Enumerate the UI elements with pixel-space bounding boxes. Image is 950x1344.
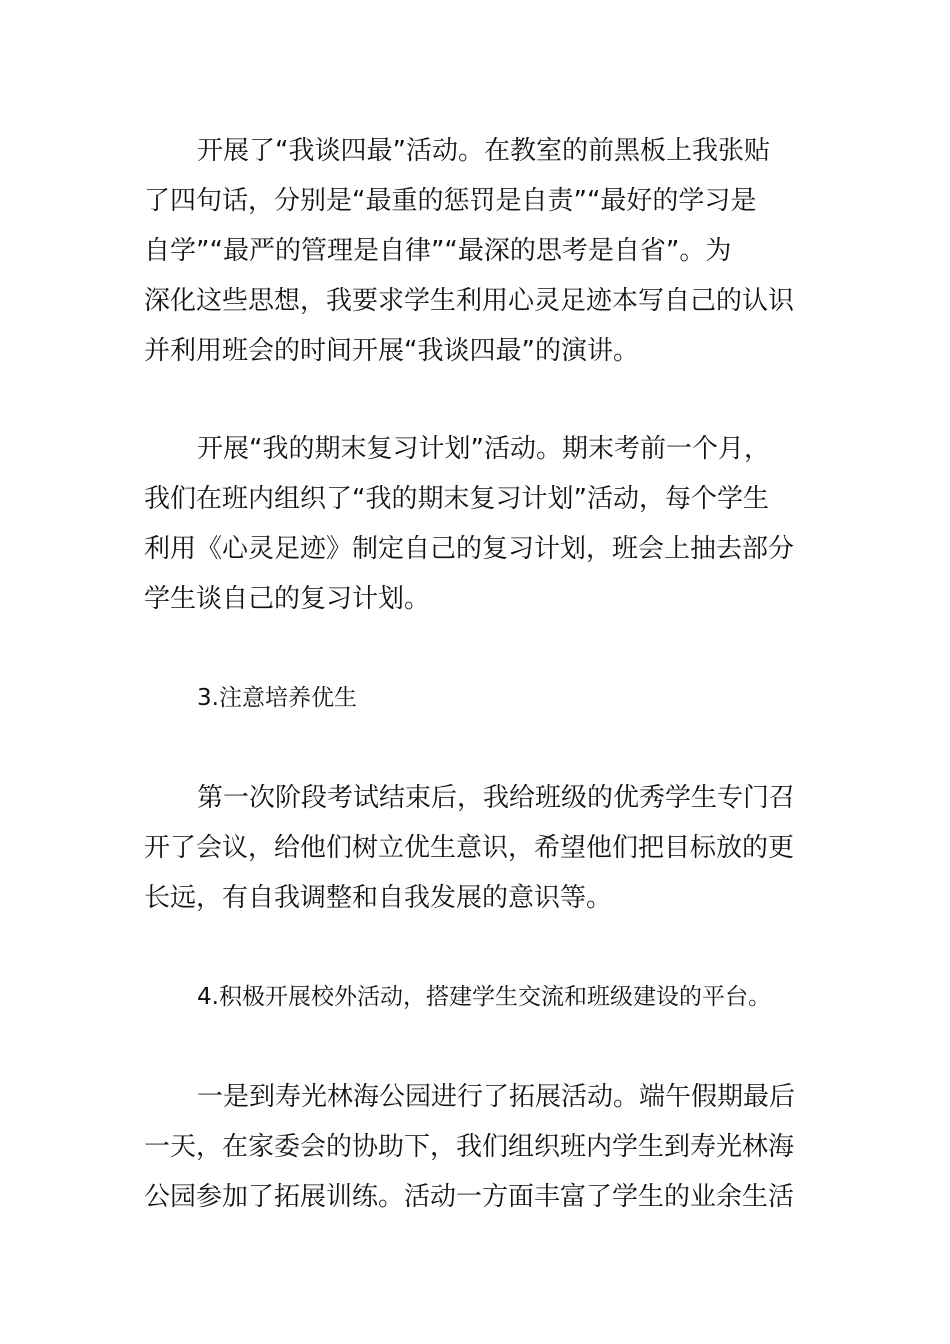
section-heading-4: 4.积极开展校外活动，搭建学生交流和班级建设的平台。 — [197, 984, 771, 1010]
paragraph-2-line-2: 我们在班内组织了“我的期末复习计划”活动，每个学生 — [144, 484, 769, 514]
paragraph-3-line-2: 开了会议，给他们树立优生意识，希望他们把目标放的更 — [144, 833, 795, 863]
paragraph-1-line-5: 并利用班会的时间开展“我谈四最”的演讲。 — [144, 336, 639, 366]
paragraph-4-line-2: 一天，在家委会的协助下，我们组织班内学生到寿光林海 — [144, 1132, 795, 1162]
paragraph-2-line-4: 学生谈自己的复习计划。 — [144, 584, 431, 614]
paragraph-2-line-1: 开展“我的期末复习计划”活动。期末考前一个月， — [197, 434, 770, 464]
paragraph-1-line-3: 自学”“最严的管理是自律”“最深的思考是自省”。为 — [144, 236, 732, 266]
paragraph-1-line-2: 了四句话，分别是“最重的惩罚是自责”“最好的学习是 — [144, 186, 757, 216]
paragraph-1-line-4: 深化这些思想，我要求学生利用心灵足迹本写自己的认识 — [144, 286, 795, 316]
paragraph-3-line-3: 长远，有自我调整和自我发展的意识等。 — [144, 883, 613, 913]
paragraph-4-line-3: 公园参加了拓展训练。活动一方面丰富了学生的业余生活 — [144, 1182, 795, 1212]
paragraph-1-line-1: 开展了“我谈四最”活动。在教室的前黑板上我张贴 — [197, 136, 770, 166]
section-heading-3: 3.注意培养优生 — [197, 685, 357, 711]
paragraph-2-line-3: 利用《心灵足迹》制定自己的复习计划，班会上抽去部分 — [144, 534, 795, 564]
paragraph-3-line-1: 第一次阶段考试结束后，我给班级的优秀学生专门召 — [197, 783, 796, 813]
paragraph-4-line-1: 一是到寿光林海公园进行了拓展活动。端午假期最后 — [197, 1082, 796, 1112]
